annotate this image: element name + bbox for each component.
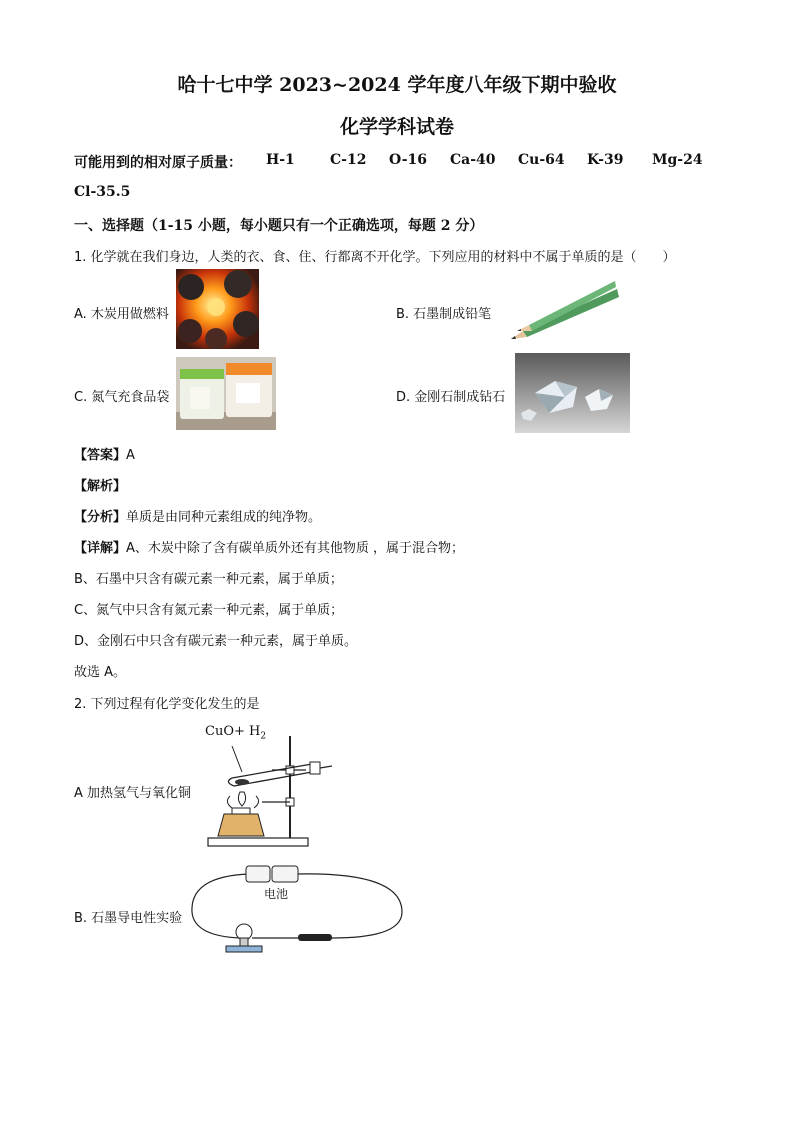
- fenxi-tag: 【分析】: [74, 510, 127, 525]
- page-subtitle: 化学学科试卷: [339, 116, 454, 138]
- atomic-mass-item: C-12: [330, 152, 367, 168]
- fenxi-text: 单质是由同种元素组成的纯净物。: [126, 510, 322, 525]
- atomic-mass-label: 可能用到的相对原子质量：: [74, 155, 242, 171]
- atomic-mass-item: K-39: [587, 152, 624, 168]
- atomic-mass-item: Mg-24: [652, 152, 703, 168]
- analysis-tag: 【解析】: [74, 479, 127, 494]
- formula-main: CuO+ H: [205, 724, 261, 739]
- atomic-mass-item: H-1: [266, 152, 295, 168]
- explanation-line: C、氮气中只含有氮元素一种元素，属于单质；: [74, 603, 344, 618]
- q1-option-d: D. 金刚石制成钻石: [396, 390, 506, 405]
- q1-option-c: C. 氮气充食品袋: [74, 390, 170, 405]
- atomic-mass-item: O-16: [389, 152, 428, 168]
- atomic-mass-item: Cu-64: [518, 152, 565, 168]
- q1-fenxi: [74, 506, 321, 525]
- atomic-mass-item: Cl-35.5: [74, 184, 131, 200]
- answer-tag: 【答案】: [74, 448, 127, 463]
- question-2-stem: 2. 下列过程有化学变化发生的是: [74, 697, 260, 712]
- explanation-line: D、金刚石中只含有碳元素一种元素，属于单质。: [74, 634, 358, 649]
- pencil-photo: [503, 279, 619, 343]
- food-bag-photo: [176, 357, 276, 430]
- formula-sub: 2: [260, 731, 267, 742]
- answer-value: A: [126, 448, 135, 463]
- section-heading: 一、选择题（1-15 小题，每小题只有一个正确选项，每题 2 分）: [74, 218, 484, 234]
- battery-label: 电池: [264, 887, 289, 901]
- circuit-diagram: [190, 862, 405, 960]
- charcoal-photo: [176, 269, 259, 349]
- atomic-mass-item: Ca-40: [450, 152, 496, 168]
- heating-apparatus-diagram: [202, 730, 337, 855]
- q2-option-b: B. 石墨导电性实验: [74, 911, 183, 926]
- q2-option-a: A 加热氢气与氧化铜: [74, 786, 192, 801]
- diamond-photo: [515, 353, 630, 433]
- q1-answer: [74, 444, 135, 463]
- q1-option-b: B. 石墨制成铅笔: [396, 307, 492, 322]
- explanation-line: B、石墨中只含有碳元素一种元素，属于单质；: [74, 572, 343, 587]
- xiangjie-tag: 【详解】: [74, 541, 127, 556]
- final-choice: 故选 A。: [74, 665, 127, 680]
- q1-xiangjie: [74, 537, 464, 556]
- page-title: 哈十七中学 2023~2024 学年度八年级下期中验收: [177, 74, 617, 96]
- question-1-stem: 1. 化学就在我们身边，人类的衣、食、住、行都离不开化学。下列应用的材料中不属于单质的是（ ）: [74, 250, 676, 265]
- q1-option-a: A. 木炭用做燃料: [74, 307, 169, 322]
- xiangjie-text: A、木炭中除了含有碳单质外还有其他物质 ，属于混合物；: [126, 541, 465, 556]
